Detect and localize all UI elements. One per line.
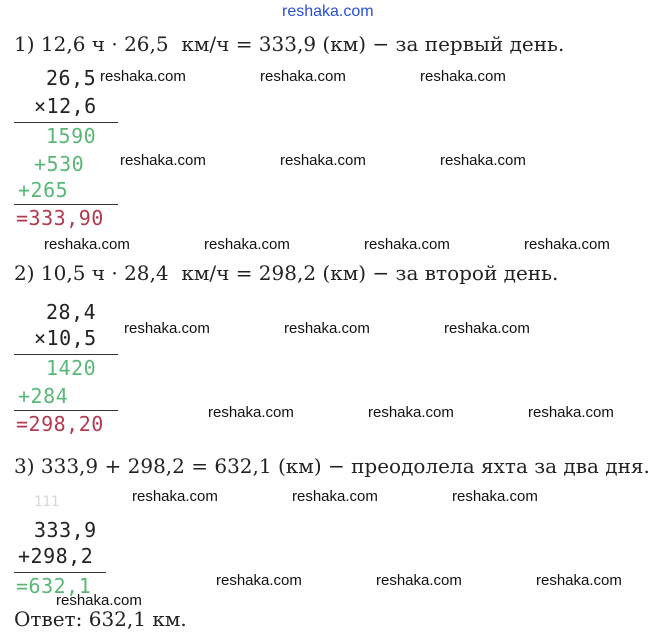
watermark: reshaka.com <box>452 488 538 505</box>
step-1-equation: 1) 12,6 ч · 26,5 км/ч = 333,9 (км) − за первый день. <box>14 32 565 56</box>
watermark: reshaka.com <box>204 236 290 253</box>
step-3-result: =632,1 <box>16 574 92 598</box>
watermark: reshaka.com <box>364 236 450 253</box>
watermark: reshaka.com <box>420 68 506 85</box>
watermark: reshaka.com <box>56 592 142 609</box>
step-2-partial-2: +284 <box>18 384 69 408</box>
watermark: reshaka.com <box>124 320 210 337</box>
step-3-rule <box>14 572 106 573</box>
step-3-addend-1: 333,9 <box>34 518 97 542</box>
watermark: reshaka.com <box>280 152 366 169</box>
answer-line: Ответ: 632,1 км. <box>14 607 187 631</box>
watermark: reshaka.com <box>292 488 378 505</box>
step-2-rule-bottom <box>14 410 118 411</box>
watermark: reshaka.com <box>284 320 370 337</box>
watermark: reshaka.com <box>208 404 294 421</box>
step-2-multiplier: ×10,5 <box>34 326 97 350</box>
step-2-multiplicand: 28,4 <box>46 300 97 324</box>
step-1-partial-3: +265 <box>18 178 69 202</box>
watermark: reshaka.com <box>368 404 454 421</box>
watermark: reshaka.com <box>120 152 206 169</box>
watermark: reshaka.com <box>528 404 614 421</box>
step-3-carry-digits: 111 <box>34 494 60 510</box>
watermark: reshaka.com <box>132 488 218 505</box>
site-watermark-top[interactable]: reshaka.com <box>282 3 374 20</box>
step-2-rule-top <box>14 354 118 355</box>
watermark: reshaka.com <box>376 572 462 589</box>
watermark: reshaka.com <box>444 320 530 337</box>
watermark: reshaka.com <box>524 236 610 253</box>
watermark: reshaka.com <box>100 68 186 85</box>
step-1-partial-2: +530 <box>34 152 85 176</box>
step-2-result: =298,20 <box>16 412 104 436</box>
watermark: reshaka.com <box>440 152 526 169</box>
watermark: reshaka.com <box>260 68 346 85</box>
step-2-partial-1: 1420 <box>46 356 97 380</box>
step-3-addend-2: +298,2 <box>18 544 94 568</box>
step-3-equation: 3) 333,9 + 298,2 = 632,1 (км) − преодолела яхта за два дня. <box>14 454 650 478</box>
step-1-multiplicand: 26,5 <box>46 66 97 90</box>
watermark: reshaka.com <box>44 236 130 253</box>
step-2-equation: 2) 10,5 ч · 28,4 км/ч = 298,2 (км) − за второй день. <box>14 261 559 285</box>
watermark: reshaka.com <box>536 572 622 589</box>
step-1-rule-top <box>14 122 118 123</box>
step-1-multiplier: ×12,6 <box>34 94 97 118</box>
watermark: reshaka.com <box>216 572 302 589</box>
step-1-rule-bottom <box>14 204 118 205</box>
step-1-result: =333,90 <box>16 206 104 230</box>
step-1-partial-1: 1590 <box>46 124 97 148</box>
